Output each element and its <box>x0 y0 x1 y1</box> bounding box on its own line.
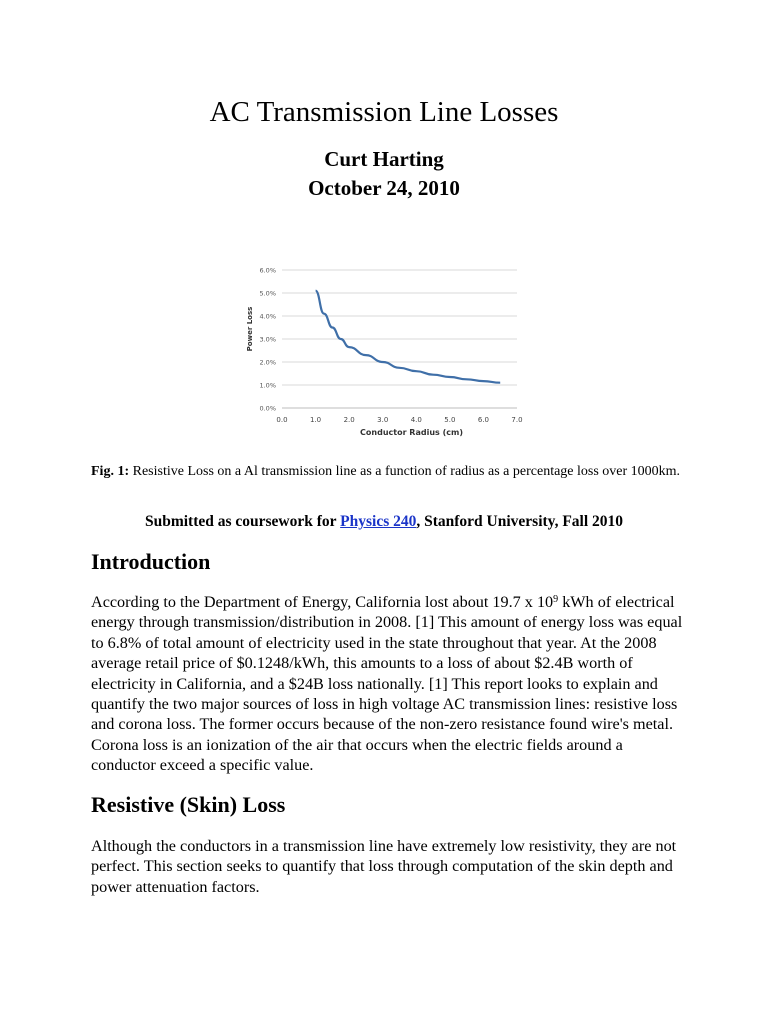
y-tick-label: 4.0% <box>259 312 276 321</box>
power-loss-series-line <box>316 291 501 383</box>
x-tick-label: 0.0 <box>276 416 288 424</box>
x-axis-label: Conductor Radius (cm) <box>360 428 463 437</box>
introduction-paragraph <box>91 592 689 776</box>
y-tick-label: 3.0% <box>259 335 276 344</box>
x-tick-label: 6.0 <box>477 416 489 424</box>
x-tick-label: 7.0 <box>511 416 523 424</box>
course-link[interactable]: Physics 240 <box>340 513 417 530</box>
exponent-superscript: 9 <box>553 594 559 605</box>
resistive-loss-paragraph: Although the conductors in a transmission line have extremely low resistivity, they are not perfect. This section seeks to quantify that loss through computation of the skin depth and power attenuation factors. <box>91 837 677 896</box>
document-title: AC Transmission Line Losses <box>209 96 559 128</box>
submission-suffix: , Stanford University, Fall 2010 <box>416 513 624 530</box>
submission-note <box>0 511 768 533</box>
y-tick-labels <box>259 267 276 413</box>
y-tick-label: 6.0% <box>259 266 276 275</box>
y-tick-label: 2.0% <box>259 358 276 367</box>
power-loss-chart <box>238 258 528 448</box>
figure-caption-text: Resistive Loss on a Al transmission line as a function of radius as a percentage loss over 1000km. <box>129 464 681 479</box>
y-tick-label: 5.0% <box>259 289 276 298</box>
x-tick-label: 3.0 <box>377 416 389 424</box>
x-tick-label: 2.0 <box>343 416 355 424</box>
introduction-text-start: According to the Department of Energy, California lost about 19.7 x 10 <box>91 593 554 611</box>
x-tick-labels <box>276 416 522 424</box>
figure-caption <box>91 461 691 482</box>
introduction-text-rest: kWh of electrical energy through transmission/distribution in 2008. [1] This amount of energy loss was equal to 6.8% of total amount of electricity used in the state throughout that year. At the 2008 average retail price of $0.1248/kWh, this amounts to a loss of about $2.4B worth of electricity in California, and a $24B loss nationally. [1] This report looks to explain and quantify the two major sources of loss in high voltage AC transmission lines: resistive loss and corona loss. The former occurs because of the non-zero resistance found wire's metal. Corona loss is an ionization of the air that occurs when the electric fields around a conductor exceed a specific value. <box>91 593 683 775</box>
publication-date: October 24, 2010 <box>308 176 460 200</box>
y-tick-label: 1.0% <box>259 381 276 390</box>
submission-prefix: Submitted as coursework for <box>144 513 341 530</box>
figure-caption-label: Fig. 1: <box>91 464 130 479</box>
resistive-loss-heading: Resistive (Skin) Loss <box>91 792 286 817</box>
x-tick-label: 5.0 <box>444 416 456 424</box>
author-name: Curt Harting <box>324 147 444 171</box>
x-tick-label: 4.0 <box>410 416 422 424</box>
y-tick-label: 0.0% <box>259 404 276 413</box>
x-tick-label: 1.0 <box>310 416 322 424</box>
y-axis-label: Power Loss <box>246 306 254 352</box>
introduction-heading: Introduction <box>91 549 211 574</box>
